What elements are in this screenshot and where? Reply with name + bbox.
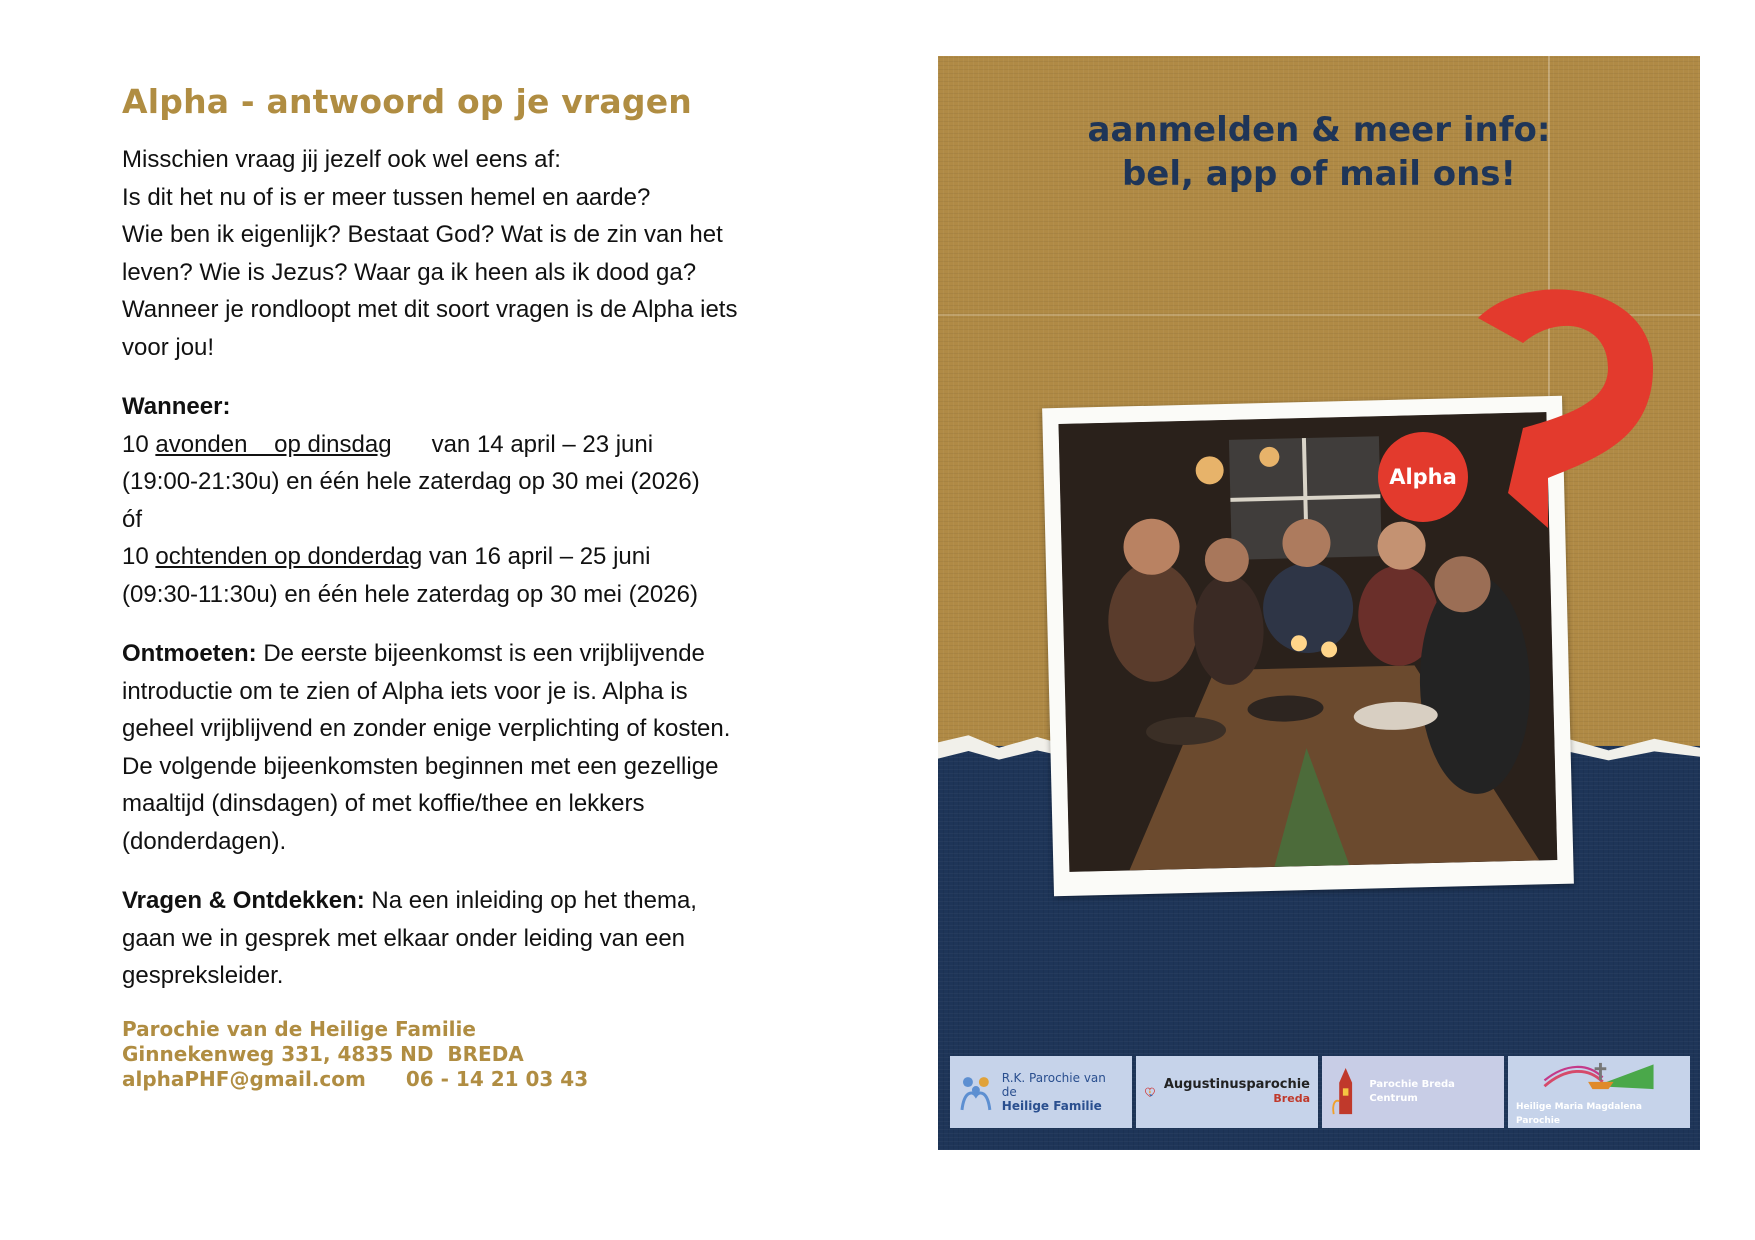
wanneer-section	[122, 388, 802, 613]
parish-address: Ginnekenweg 331, 4835 ND BREDA	[122, 1042, 524, 1066]
ontmoeten-text: De eerste bijeenkomst is een vrijblijvende	[256, 640, 705, 667]
vragen-section	[122, 882, 802, 995]
intro-paragraph	[122, 141, 802, 366]
church-tower-icon	[1330, 1064, 1361, 1120]
poster-headline	[938, 108, 1700, 196]
page-title: Alpha - antwoord op je vragen	[122, 82, 692, 121]
logo-breda-centrum-text: Parochie Breda Centrum	[1369, 1079, 1455, 1104]
heart-candle-icon	[1144, 1070, 1156, 1114]
family-icon	[958, 1072, 994, 1112]
magdalena-waves-icon	[1524, 1060, 1674, 1092]
vragen-line: gespreksleider.	[122, 962, 284, 989]
vragen-heading: Vragen & Ontdekken:	[122, 887, 365, 914]
ontmoeten-section	[122, 635, 802, 860]
wanneer-line-1	[122, 426, 802, 464]
parish-name: Parochie van de Heilige Familie	[122, 1017, 476, 1041]
wanneer-heading: Wanneer:	[122, 393, 231, 420]
intro-line: voor jou!	[122, 333, 215, 361]
logo-maria-magdalena[interactable]	[1508, 1056, 1690, 1128]
wanneer-or: óf	[122, 505, 143, 533]
ontmoeten-line: (donderdagen).	[122, 827, 287, 855]
alpha-question-mark-logo	[1468, 278, 1658, 548]
wanneer-evening-dates: van 14 april – 23 juni	[391, 430, 654, 458]
logo-breda-centrum[interactable]	[1322, 1056, 1504, 1128]
logo-augustinusparochie-text	[1164, 1078, 1310, 1106]
wanneer-count: 10	[122, 430, 156, 458]
logo-maria-magdalena-text: Heilige Maria Magdalena Parochie	[1516, 1102, 1642, 1126]
contact-footer	[122, 1017, 742, 1092]
vragen-text: Na een inleiding op het thema,	[364, 887, 697, 914]
logo-heilige-familie-line1: R.K. Parochie van de	[1001, 1071, 1106, 1099]
ontmoeten-line: De volgende bijeenkomsten beginnen met een gezellige	[122, 752, 719, 780]
ontmoeten-first-line	[122, 635, 802, 673]
wanneer-line-5: (09:30-11:30u) en één hele zaterdag op 30 mei (2026)	[122, 580, 698, 608]
headline-line-2: bel, app of mail ons!	[1121, 154, 1517, 194]
logo-augustinusparochie-line1: Augustinusparochie	[1163, 1077, 1310, 1092]
intro-line: Wanneer je rondloopt met dit soort vragen is de Alpha iets	[122, 296, 738, 323]
wanneer-line-2: (19:00-21:30u) en één hele zaterdag op 30 mei (2026)	[122, 468, 700, 495]
contact-email[interactable]: alphaPHF@gmail.com	[122, 1067, 366, 1091]
wanneer-count: 10	[122, 543, 156, 570]
alpha-badge: Alpha	[1378, 432, 1468, 522]
wanneer-mornings: ochtenden op donderdag	[155, 543, 423, 570]
ontmoeten-line: maaltijd (dinsdagen) of met koffie/thee en lekkers	[122, 790, 645, 817]
intro-line: Is dit het nu of is er meer tussen hemel en aarde?	[122, 183, 651, 211]
ontmoeten-line: geheel vrijblijvend en zonder enige verplichting of kosten.	[122, 715, 731, 742]
intro-line: Wie ben ik eigenlijk? Bestaat God? Wat is de zin van het	[122, 221, 723, 248]
logo-augustinusparochie[interactable]	[1136, 1056, 1318, 1128]
logo-heilige-familie-line2: Heilige Familie	[1001, 1099, 1102, 1113]
wanneer-evenings: avonden op dinsdag	[155, 430, 392, 458]
wanneer-morning-dates: van 16 april – 25 juni	[422, 543, 651, 570]
logo-heilige-familie[interactable]	[950, 1056, 1132, 1128]
vragen-line: gaan we in gesprek met elkaar onder leiding van een	[122, 924, 686, 952]
intro-line: Misschien vraag jij jezelf ook wel eens af:	[122, 146, 561, 173]
contact-phone[interactable]: 06 - 14 21 03 43	[405, 1067, 589, 1091]
ontmoeten-line: introductie om te zien of Alpha iets voor je is. Alpha is	[122, 677, 688, 705]
logo-augustinusparochie-line2: Breda	[1273, 1092, 1310, 1105]
intro-line: leven? Wie is Jezus? Waar ga ik heen als ik dood ga?	[122, 258, 697, 286]
alpha-poster	[938, 56, 1700, 1150]
partner-logos	[950, 1056, 1690, 1128]
vragen-first-line	[122, 882, 802, 920]
left-column	[122, 82, 802, 1011]
ontmoeten-heading: Ontmoeten:	[122, 640, 257, 667]
wanneer-line-4	[122, 538, 802, 576]
headline-line-1: aanmelden & meer info:	[1087, 110, 1551, 150]
contact-row	[122, 1067, 742, 1092]
logo-heilige-familie-text	[1002, 1071, 1124, 1113]
